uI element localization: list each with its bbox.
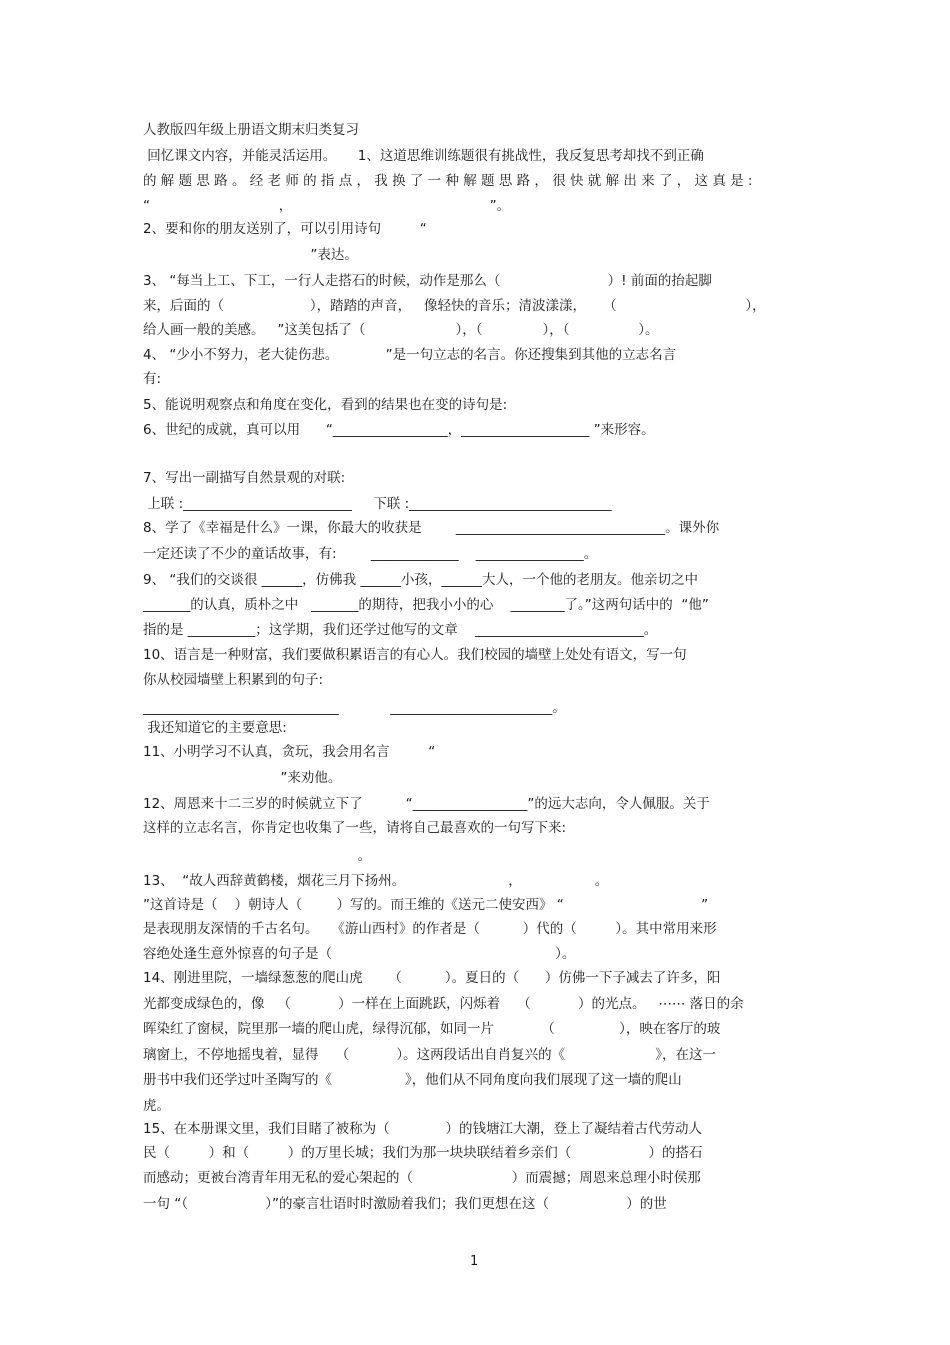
text-line: 而感动；更被台湾青年用无私的爱心架起的（ ）而震撼；周恩来总理小时侯那 [143, 1170, 701, 1186]
text-line: 4、 “少小不努力，老大徒伤悲。 ”是一句立志的名言。你还搜集到其他的立志名言 [143, 347, 677, 363]
text-line: 是表现朋友深情的千古名句。 《游山西村》的作者是（ ）代的（ ）。其中常用来形 [143, 921, 717, 937]
document-title: 人教版四年级上册语文期末归类复习 [143, 122, 359, 138]
text-line: 8、学了《幸福是什么》一课，你最大的收获是 _______________________________。课外你 [143, 520, 720, 536]
text-line: ”来劝他。 [143, 770, 342, 786]
text-line: 上联 :_________________________ 下联 :______________________________ [143, 496, 612, 512]
text-line: 这样的立志名言，你肯定也收集了一些，请将自己最喜欢的一句写下来: [143, 820, 567, 836]
text-line: 民（ ）和（ ）的万里长城；我们为那一块块联结着乡亲们（ ）的搭石 [143, 1145, 703, 1161]
text-line: 5、能说明观察点和角度在变化，看到的结果也在变的诗句是: [143, 397, 508, 413]
text-line: 有: [143, 371, 162, 387]
text-line: 11、小明学习不认真，贪玩，我会用名言 “ [143, 744, 436, 760]
text-line: 指的是 __________；这学期，我们还学过他写的文章 _________________________。 [143, 622, 658, 638]
text-line: 虎。 [143, 1098, 170, 1114]
text-line: 。 [143, 848, 372, 864]
text-line: 6、世纪的成就，真可以用 “_________________，___________________ ”来形容。 [143, 422, 655, 438]
text-line: 的 解 题 思 路 。 经 老 师 的 指 点 ， 我 换 了 一 种 解 题 思 路 ， 很 快 就 解 出 来 了 ， 这 真 是 : [143, 173, 753, 189]
text-line: 2、要和你的朋友送别了，可以引用诗句 “ [143, 221, 427, 237]
text-line: 来，后面的（ ），踏踏的声音， 像轻快的音乐；清波漾漾， （ ）， [143, 298, 766, 314]
text-line: _______的认真，质朴之中 _______的期待，把我小小的心 ________了。”这两句话中的 “他” [143, 597, 709, 613]
text-line: 9、 “我们的交谈很 ______，仿佛我 ______小孩，______大人，一个他的老朋友。他亲切之中 [143, 572, 698, 588]
text-line: ”表达。 [143, 247, 358, 263]
text-line: 你从校园墙壁上积累到的句子: [143, 672, 324, 688]
text-line: 册书中我们还学过叶圣陶写的《 》，他们从不同角度向我们展现了这一墙的爬山 [143, 1072, 682, 1088]
page-number: 1 [470, 1254, 479, 1269]
text-line: 7、写出一副描写自然景观的对联: [143, 470, 346, 486]
text-line: 12、周恩来十二三岁的时候就立下了 “_________________”的远大志向，令人佩服。关于 [143, 796, 710, 812]
text-line: 给人画一般的美感。 ”这美包括了（ ），（ ），（ ）。 [143, 322, 659, 338]
text-line: 我还知道它的主要意思: [143, 720, 287, 736]
text-line: 14、刚进里院，一墙绿葱葱的爬山虎 （ ）。夏日的（ ）仿佛一下子减去了许多，阳 [143, 970, 721, 986]
text-line: 晖染红了窗棂，院里那一墙的爬山虎，绿得沉郁，如同一片 （ ），映在客厅的玻 [143, 1021, 721, 1037]
text-line: 13、 “故人西辞黄鹤楼，烟花三月下扬州。 ， 。 [143, 873, 609, 889]
text-line: 回忆课文内容，并能灵活运用。 1、这道思维训练题很有挑战性，我反复思考却找不到正确 [143, 148, 704, 164]
text-line: 一定还读了不少的童话故事，有: _____________ ________________。 [143, 546, 598, 562]
text-line: “ ， ”。 [143, 198, 511, 214]
text-line: 15、在本册课文里，我们目睹了被称为（ ）的钱塘江大潮，登上了凝结着古代劳动人 [143, 1121, 702, 1137]
text-line: ”这首诗是（ ）朝诗人（ ）写的。而王维的《送元二使安西》 “ ” [143, 897, 709, 913]
text-line: 10、语言是一种财富，我们要做积累语言的有心人。我们校园的墙壁上处处有语文，写一句 [143, 647, 687, 663]
text-line: 光都变成绿色的，像 （ ）一样在上面跳跃，闪烁着 （ ）的光点。 ⋯⋯ 落日的余 [143, 996, 744, 1012]
text-line: 一句 “（ ）”的豪言壮语时时激励着我们；我们更想在这（ ）的世 [143, 1196, 667, 1212]
text-line: 璃窗上，不停地摇曳着，显得 （ ）。这两段话出自肖复兴的《 》，在这一 [143, 1047, 716, 1063]
text-line: 3、 “每当上工、下工，一行人走搭石的时候，动作是那么（ ）! 前面的抬起脚 [143, 273, 712, 289]
text-line: 容绝处逢生意外惊喜的句子是（ ）。 [143, 946, 576, 962]
text-line: _____________________________ ________________________。 [143, 700, 566, 716]
